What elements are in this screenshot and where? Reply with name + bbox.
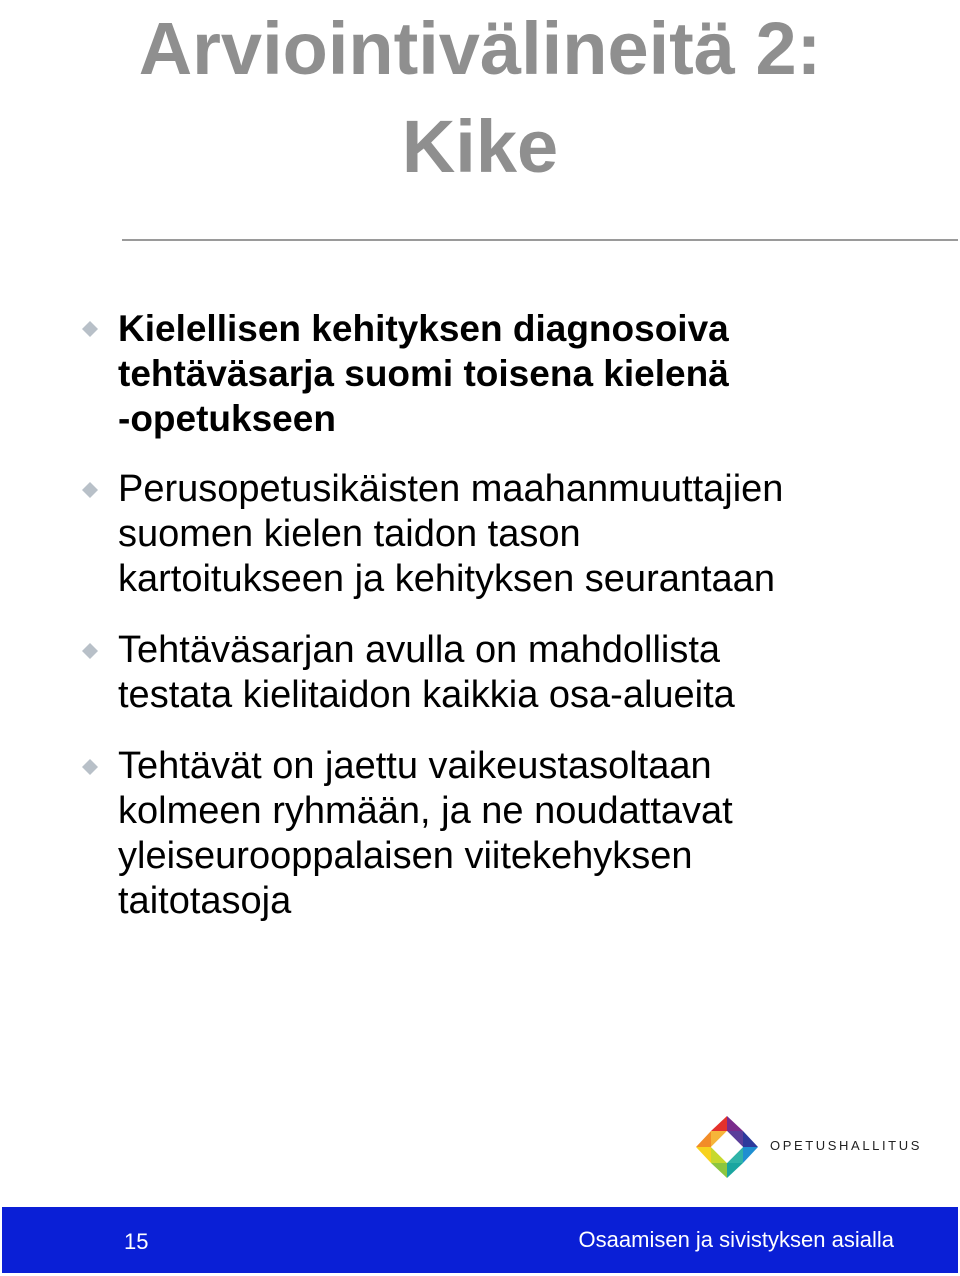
logo-text: OPETUSHALLITUS	[770, 1138, 922, 1153]
footer-tagline: Osaamisen ja sivistyksen asialla	[578, 1227, 894, 1252]
footer-bar	[2, 1207, 958, 1273]
bullet-list	[0, 306, 960, 950]
opetushallitus-logo	[694, 1114, 922, 1184]
bullet-text-line: Perusopetusikäisten maahanmuuttajien	[118, 468, 784, 510]
bullet-text-line: yleiseurooppalaisen viitekehyksen	[118, 835, 693, 877]
bullet-text-line: taitotasoja	[118, 880, 292, 922]
bullet-item-1	[0, 306, 960, 441]
bullet-text-line: Tehtäväsarjan avulla on mahdollista	[118, 629, 721, 671]
bullet-text-line: tehtäväsarja suomi toisena kielenä	[118, 353, 729, 394]
slide-title	[0, 0, 960, 196]
slide-title-line-2: Kike	[401, 105, 559, 188]
diamond-bullet-icon	[82, 643, 98, 659]
title-divider	[122, 239, 958, 241]
page-number: 15	[124, 1229, 149, 1254]
diamond-bullet-icon	[82, 759, 98, 775]
logo-mark-icon	[694, 1114, 760, 1180]
bullet-text-line: suomen kielen taidon tason	[118, 513, 581, 555]
bullet-text-line: kolmeen ryhmään, ja ne noudattavat	[118, 790, 733, 832]
bullet-text-line: Tehtävät on jaettu vaikeustasoltaan	[118, 745, 712, 787]
diamond-bullet-icon	[82, 321, 98, 337]
bullet-text-line: testata kielitaidon kaikkia osa-alueita	[118, 674, 735, 716]
bullet-item-4	[0, 744, 960, 924]
diamond-bullet-icon	[82, 482, 98, 498]
bullet-item-3	[0, 628, 960, 718]
bullet-item-2	[0, 467, 960, 602]
bullet-text-line: Kielellisen kehityksen diagnosoiva	[118, 308, 729, 349]
bullet-text-line: kartoitukseen ja kehityksen seurantaan	[118, 558, 775, 600]
slide-title-line-1: Arviointivälineitä 2:	[138, 7, 822, 90]
bullet-text-line: -opetukseen	[118, 398, 336, 439]
